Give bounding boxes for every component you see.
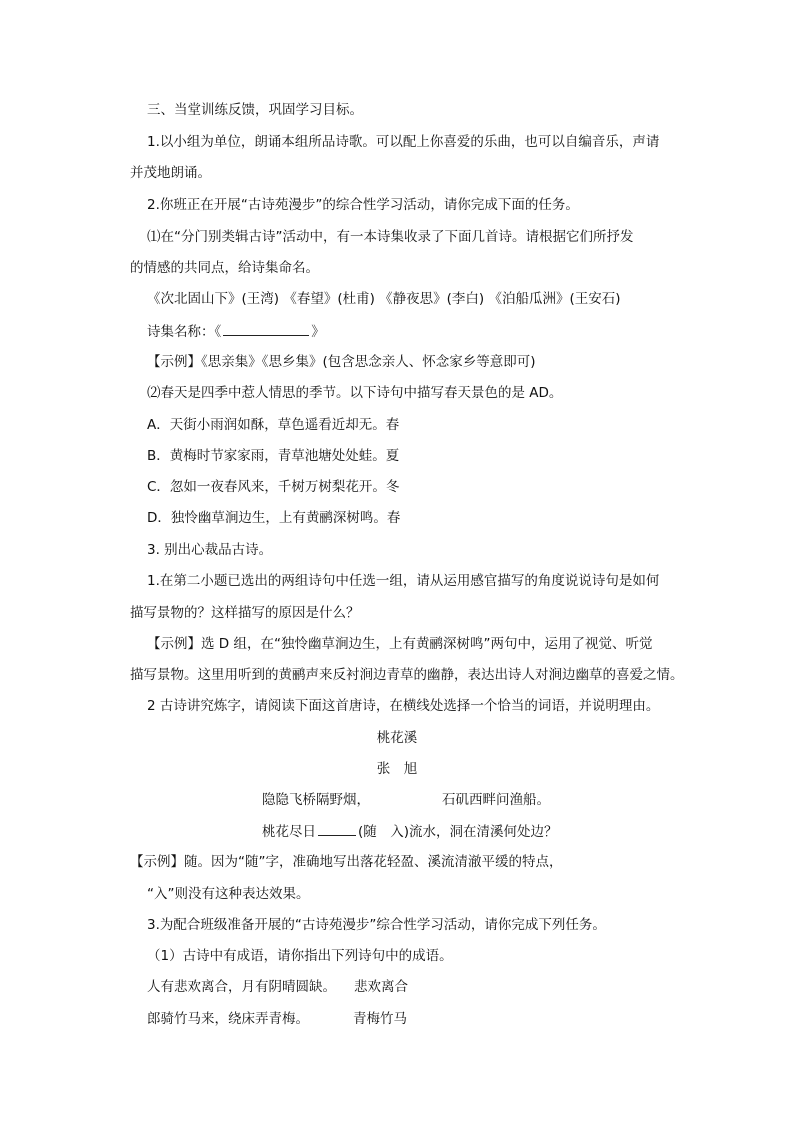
collection-name-blank[interactable] (223, 322, 309, 336)
option-a: A．天街小雨润如酥，草色遥看近却无。春 (147, 417, 400, 433)
idiom-2-answer: 青梅竹马 (353, 1011, 407, 1027)
question-2-2: ⑵春天是四季中惹人情思的季节。以下诗句中描写春天景色的是 AD。 (147, 385, 563, 401)
option-b: B．黄梅时节家家雨，青草池塘处处蛙。夏 (147, 448, 400, 464)
example-answer-2-line-1: 【示例】选 D 组，在“独怜幽草涧边生，上有黄鹂深树鸣”两句中，运用了视觉、听觉 (147, 636, 653, 652)
part-3-question-3: 3.为配合班级准备开展的“古诗苑漫步”综合性学习活动，请你完成下列任务。 (147, 917, 606, 933)
example-answer-1: 【示例】《思亲集》《思乡集》(包含思念亲人、怀念家乡等意即可) (147, 354, 536, 370)
part-3-question-1-line-1: 1.在第二小题已选出的两组诗句中任选一组，请从运用感官描写的角度说说诗句是如何 (147, 573, 660, 589)
part-3-question-2: 2 古诗讲究炼字，请阅读下面这首唐诗，在横线处选择一个恰当的词语，并说明理由。 (147, 698, 660, 714)
part-3-heading: 3. 别出心裁品古诗。 (147, 542, 273, 558)
idiom-row-2 (147, 1010, 407, 1028)
poem-word-blank[interactable] (318, 822, 356, 836)
example-answer-2-line-2: 描写景物。这里用听到的黄鹂声来反衬涧边青草的幽静，表达出诗人对涧边幽草的喜爱之情。 (130, 667, 684, 683)
example-answer-3-line-1: 【示例】随。因为“随”字，准确地写出落花轻盈、溪流清澈平缓的特点， (130, 854, 563, 870)
poem-line-1-first-half: 隐隐飞桥隔野烟， (262, 792, 370, 808)
question-2-1-line-2: 的情感的共同点，给诗集命名。 (130, 260, 319, 276)
question-2-intro: 2.你班正在开展“古诗苑漫步”的综合性学习活动，请你完成下面的任务。 (147, 197, 579, 213)
part-3-question-3-1: （1）古诗中有成语，请你指出下列诗句中的成语。 (147, 948, 453, 964)
idiom-2-verse: 郎骑竹马来，绕床弄青梅。 (147, 1011, 309, 1027)
poem-line-2-first-part: 桃花尽日 (262, 824, 316, 840)
question-1-line-1: 1.以小组为单位，朗诵本组所品诗歌。可以配上你喜爱的乐曲，也可以自编音乐，声请 (147, 134, 660, 150)
example-answer-3-line-2: “入”则没有这种表达效果。 (147, 886, 310, 902)
option-d: D．独怜幽草涧边生，上有黄鹂深树鸣。春 (147, 510, 401, 526)
collection-name-suffix: 》 (311, 324, 325, 340)
part-3-question-1-line-2: 描写景物的？这样描写的原因是什么？ (130, 605, 360, 621)
collection-name-prefix: 诗集名称：《 (147, 324, 222, 340)
poems-list: 《次北固山下》(王湾) 《春望》(杜甫) 《静夜思》(李白) 《泊船瓜洲》(王安石) (147, 291, 621, 307)
poem-line-1 (262, 791, 550, 809)
idiom-1-verse: 人有悲欢离合，月有阴晴圆缺。 (147, 979, 336, 995)
poem-line-1-second-half: 石矶西畔问渔船。 (442, 792, 550, 808)
section-heading: 三、当堂训练反馈，巩固学习目标。 (147, 102, 363, 118)
idiom-row-1 (147, 978, 408, 996)
poem-author: 张 旭 (376, 761, 418, 777)
question-2-1-line-1: ⑴在“分门别类辑古诗”活动中，有一本诗集收录了下面几首诗。请根据它们所抒发 (147, 229, 634, 245)
collection-name-line (147, 322, 325, 341)
question-1-line-2: 并茂地朗诵。 (130, 165, 211, 181)
poem-title: 桃花溪 (376, 730, 418, 746)
poem-line-2-second-part: (随 入)流水，洞在清溪何处边？ (358, 824, 558, 840)
option-c: C．忽如一夜春风来，千树万树梨花开。冬 (147, 479, 400, 495)
idiom-1-answer: 悲欢离合 (354, 979, 408, 995)
poem-line-2 (262, 822, 558, 841)
